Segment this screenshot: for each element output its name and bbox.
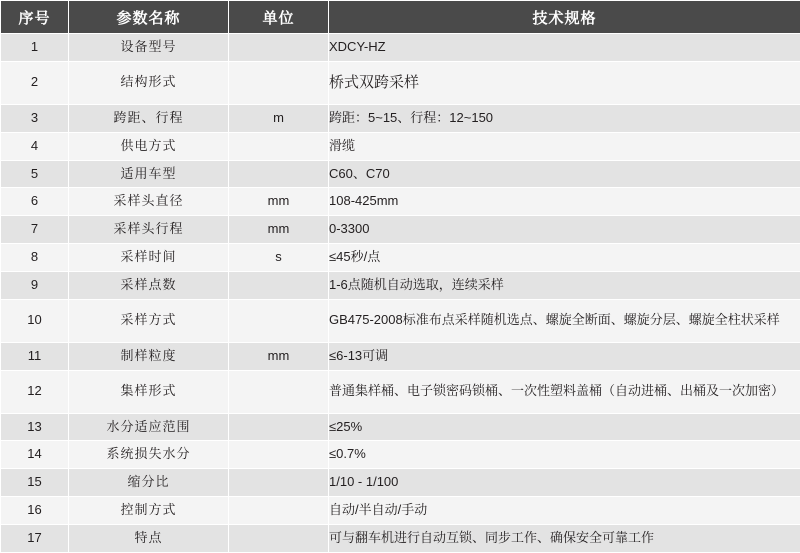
table-row	[1, 524, 800, 552]
cell-unit: mm	[229, 188, 329, 216]
cell-unit	[229, 370, 329, 413]
cell-unit: m	[229, 104, 329, 132]
cell-unit: s	[229, 244, 329, 272]
table-body	[1, 34, 800, 553]
column-header-unit: 单位	[229, 1, 329, 34]
table-row	[1, 104, 800, 132]
table-row	[1, 188, 800, 216]
cell-unit	[229, 271, 329, 299]
cell-index: 11	[1, 342, 69, 370]
cell-parameter-name: 水分适应范围	[69, 413, 229, 441]
cell-unit: mm	[229, 342, 329, 370]
cell-index: 14	[1, 441, 69, 469]
cell-parameter-name: 缩分比	[69, 469, 229, 497]
cell-parameter-name: 采样时间	[69, 244, 229, 272]
cell-specification: ≤0.7%	[329, 441, 800, 469]
table-row	[1, 244, 800, 272]
cell-specification: ≤25%	[329, 413, 800, 441]
cell-index: 2	[1, 61, 69, 104]
cell-parameter-name: 适用车型	[69, 160, 229, 188]
cell-index: 1	[1, 34, 69, 62]
cell-unit	[229, 34, 329, 62]
cell-index: 12	[1, 370, 69, 413]
cell-parameter-name: 结构形式	[69, 61, 229, 104]
cell-specification: 108-425mm	[329, 188, 800, 216]
table-row	[1, 469, 800, 497]
cell-parameter-name: 供电方式	[69, 132, 229, 160]
cell-unit	[229, 469, 329, 497]
column-header-specification: 技术规格	[329, 1, 800, 34]
column-header-index: 序号	[1, 1, 69, 34]
cell-unit	[229, 497, 329, 525]
table-header	[1, 1, 800, 34]
cell-index: 5	[1, 160, 69, 188]
cell-unit	[229, 524, 329, 552]
table-row	[1, 61, 800, 104]
cell-parameter-name: 采样点数	[69, 271, 229, 299]
cell-specification: 1/10 - 1/100	[329, 469, 800, 497]
cell-index: 9	[1, 271, 69, 299]
cell-index: 8	[1, 244, 69, 272]
table-row	[1, 271, 800, 299]
table-row	[1, 497, 800, 525]
table-row	[1, 160, 800, 188]
cell-unit: mm	[229, 216, 329, 244]
cell-specification: 桥式双跨采样	[329, 61, 800, 104]
cell-unit	[229, 299, 329, 342]
table-row	[1, 216, 800, 244]
cell-parameter-name: 采样头行程	[69, 216, 229, 244]
cell-parameter-name: 特点	[69, 524, 229, 552]
cell-specification: 跨距：5~15、行程：12~150	[329, 104, 800, 132]
cell-specification: ≤6-13可调	[329, 342, 800, 370]
cell-specification: 0-3300	[329, 216, 800, 244]
table-row	[1, 342, 800, 370]
cell-parameter-name: 设备型号	[69, 34, 229, 62]
cell-specification: ≤45秒/点	[329, 244, 800, 272]
cell-index: 4	[1, 132, 69, 160]
cell-specification: 1-6点随机自动选取，连续采样	[329, 271, 800, 299]
cell-unit	[229, 160, 329, 188]
cell-specification: 自动/半自动/手动	[329, 497, 800, 525]
column-header-parameter-name: 参数名称	[69, 1, 229, 34]
cell-parameter-name: 跨距、行程	[69, 104, 229, 132]
cell-unit	[229, 132, 329, 160]
cell-unit	[229, 413, 329, 441]
cell-index: 16	[1, 497, 69, 525]
cell-index: 6	[1, 188, 69, 216]
table-row	[1, 132, 800, 160]
cell-parameter-name: 采样头直径	[69, 188, 229, 216]
cell-specification: 普通集样桶、电子锁密码锁桶、一次性塑料盖桶（自动进桶、出桶及一次加密）	[329, 370, 800, 413]
cell-specification: XDCY-HZ	[329, 34, 800, 62]
cell-index: 10	[1, 299, 69, 342]
cell-specification: C60、C70	[329, 160, 800, 188]
cell-specification: 滑缆	[329, 132, 800, 160]
table-row	[1, 370, 800, 413]
table-row	[1, 413, 800, 441]
table-header-row	[1, 1, 800, 34]
cell-parameter-name: 系统损失水分	[69, 441, 229, 469]
cell-parameter-name: 控制方式	[69, 497, 229, 525]
cell-specification: GB475-2008标准布点采样随机选点、螺旋全断面、螺旋分层、螺旋全柱状采样	[329, 299, 800, 342]
cell-parameter-name: 采样方式	[69, 299, 229, 342]
cell-index: 3	[1, 104, 69, 132]
cell-parameter-name: 集样形式	[69, 370, 229, 413]
cell-index: 7	[1, 216, 69, 244]
cell-index: 15	[1, 469, 69, 497]
cell-parameter-name: 制样粒度	[69, 342, 229, 370]
table-row	[1, 34, 800, 62]
cell-specification: 可与翻车机进行自动互锁、同步工作、确保安全可靠工作	[329, 524, 800, 552]
table-row	[1, 441, 800, 469]
cell-unit	[229, 61, 329, 104]
cell-index: 13	[1, 413, 69, 441]
cell-index: 17	[1, 524, 69, 552]
table-row	[1, 299, 800, 342]
cell-unit	[229, 441, 329, 469]
